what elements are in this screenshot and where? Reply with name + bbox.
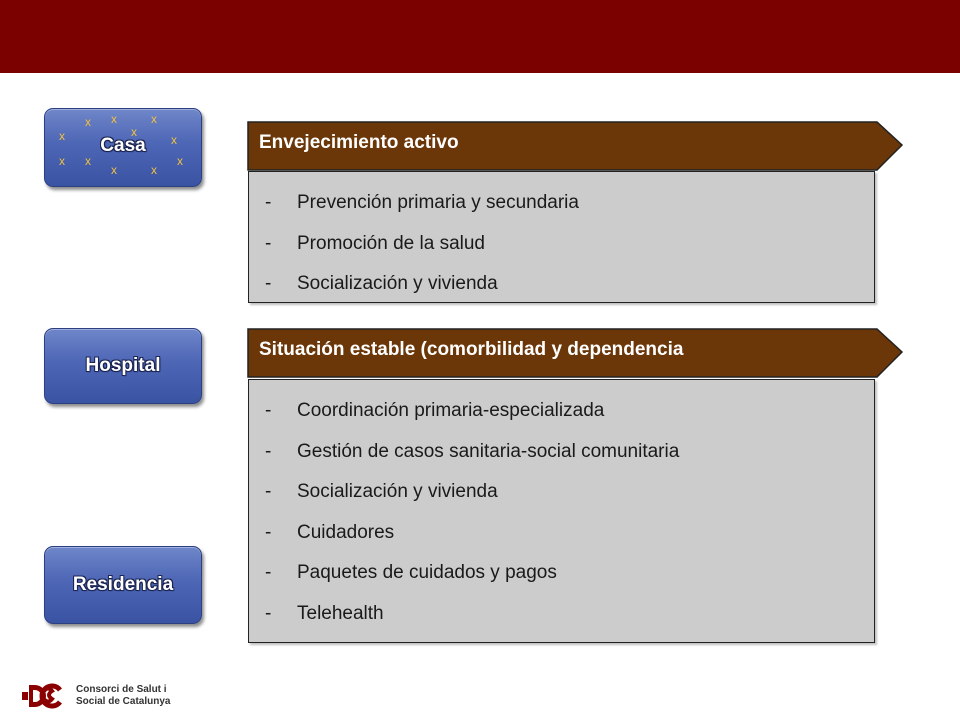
logo-line-2: Social de Catalunya xyxy=(76,696,171,707)
x-mark: x xyxy=(171,133,177,147)
csc-logo-icon xyxy=(22,681,76,711)
list-item: - Socialización y vivienda xyxy=(265,481,498,502)
x-mark: x xyxy=(85,154,91,168)
x-mark: x xyxy=(59,129,65,143)
x-mark: x xyxy=(85,115,91,129)
x-mark: x xyxy=(131,125,137,139)
residencia-label: Residencia xyxy=(72,574,174,595)
x-mark: x xyxy=(151,163,157,177)
x-mark: x xyxy=(111,163,117,177)
list-item: - Socialización y vivienda xyxy=(265,273,498,294)
x-mark: x xyxy=(111,112,117,126)
hospital-label: Hospital xyxy=(85,355,161,376)
casa-label: Casa xyxy=(100,135,146,156)
x-mark: x xyxy=(177,154,183,168)
list-item: - Cuidadores xyxy=(265,521,395,543)
panel-header-envejecimiento xyxy=(247,121,903,171)
list-item: - Telehealth xyxy=(265,602,384,624)
residencia-button[interactable] xyxy=(44,546,202,624)
top-banner xyxy=(0,0,960,73)
hospital-button[interactable] xyxy=(44,328,202,404)
panel-title: Situación estable (comorbilidad y dependencia xyxy=(259,339,684,360)
x-mark: x xyxy=(151,112,157,126)
casa-button[interactable] xyxy=(44,108,202,187)
panel-title: Envejecimiento activo xyxy=(259,132,459,153)
panel-header-situacion-estable xyxy=(247,328,903,378)
list-item: - Prevención primaria y secundaria xyxy=(265,192,579,213)
logo-text xyxy=(76,684,176,708)
x-mark: x xyxy=(59,154,65,168)
logo-line-1: Consorci de Salut i xyxy=(76,684,167,695)
list-item: - Coordinación primaria-especializada xyxy=(265,400,605,421)
list-item: - Paquetes de cuidados y pagos xyxy=(265,562,557,583)
panel-body-envejecimiento xyxy=(248,171,875,303)
list-item: - Gestión de casos sanitaria-social comunitaria xyxy=(265,440,680,462)
list-item: - Promoción de la salud xyxy=(265,232,485,254)
panel-body-situacion-estable xyxy=(248,379,875,643)
